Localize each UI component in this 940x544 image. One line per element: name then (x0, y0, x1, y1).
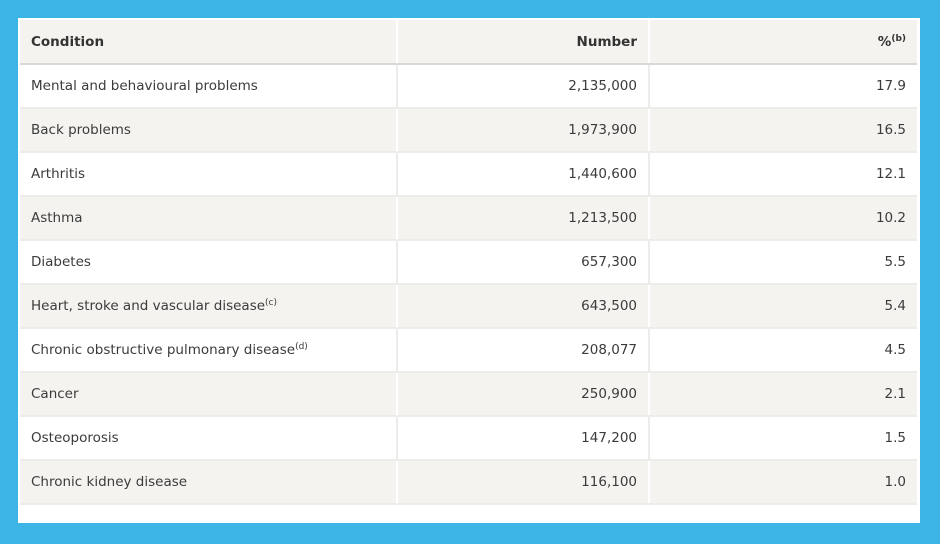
cell-number: 657,300 (397, 240, 649, 284)
condition-label: Back problems (31, 122, 131, 138)
condition-label: Asthma (31, 210, 83, 226)
header-percent-label: % (877, 33, 892, 50)
cell-condition (20, 240, 397, 284)
cell-number: 2,135,000 (397, 64, 649, 108)
cell-number: 208,077 (397, 328, 649, 372)
table-row (20, 284, 917, 328)
cell-condition (20, 328, 397, 372)
conditions-table (20, 20, 917, 505)
condition-label: Osteoporosis (31, 430, 119, 446)
cell-condition (20, 108, 397, 152)
header-condition: Condition (20, 20, 397, 64)
cell-percent: 1.0 (649, 460, 917, 504)
table-panel (18, 18, 920, 523)
condition-label: Arthritis (31, 166, 86, 182)
condition-label: Heart, stroke and vascular disease (31, 298, 266, 314)
cell-number: 147,200 (397, 416, 649, 460)
condition-label: Chronic obstructive pulmonary disease (31, 342, 296, 358)
cell-percent: 16.5 (649, 108, 917, 152)
table-row (20, 152, 917, 196)
cell-condition (20, 416, 397, 460)
table-row (20, 108, 917, 152)
cell-percent: 17.9 (649, 64, 917, 108)
table-row (20, 460, 917, 504)
cell-condition (20, 460, 397, 504)
cell-number: 643,500 (397, 284, 649, 328)
cell-number: 116,100 (397, 460, 649, 504)
header-percent-note: (b) (891, 33, 906, 44)
condition-label: Diabetes (31, 254, 91, 270)
condition-label: Cancer (31, 386, 79, 402)
cell-condition (20, 64, 397, 108)
cell-percent: 5.4 (649, 284, 917, 328)
cell-number: 1,973,900 (397, 108, 649, 152)
cell-condition (20, 196, 397, 240)
cell-percent: 12.1 (649, 152, 917, 196)
cell-percent: 1.5 (649, 416, 917, 460)
cell-condition (20, 152, 397, 196)
cell-number: 1,213,500 (397, 196, 649, 240)
cell-condition (20, 284, 397, 328)
condition-label: Chronic kidney disease (31, 474, 188, 490)
table-row (20, 240, 917, 284)
header-percent (649, 20, 917, 64)
table-row (20, 372, 917, 416)
table-header-row (20, 20, 917, 64)
table-row (20, 196, 917, 240)
cell-number: 250,900 (397, 372, 649, 416)
header-number: Number (397, 20, 649, 64)
condition-note: (d) (295, 342, 308, 352)
cell-condition (20, 372, 397, 416)
condition-label: Mental and behavioural problems (31, 78, 258, 94)
cell-percent: 4.5 (649, 328, 917, 372)
cell-percent: 2.1 (649, 372, 917, 416)
table-row (20, 64, 917, 108)
cell-percent: 10.2 (649, 196, 917, 240)
condition-note: (c) (265, 298, 278, 308)
cell-number: 1,440,600 (397, 152, 649, 196)
cell-percent: 5.5 (649, 240, 917, 284)
table-row (20, 328, 917, 372)
table-row (20, 416, 917, 460)
